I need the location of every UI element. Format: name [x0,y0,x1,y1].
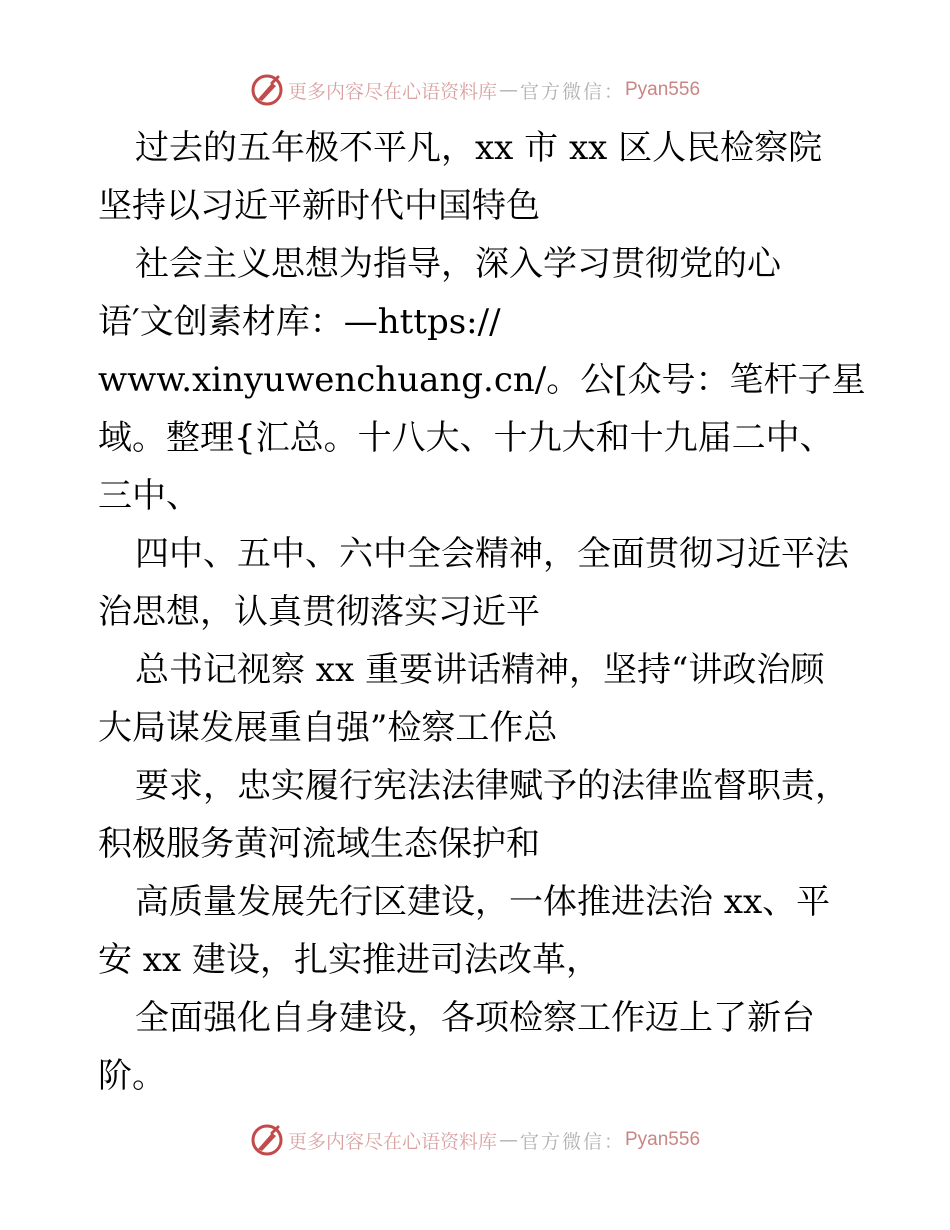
text-line: 全面强化自身建设，各项检察工作迈上了新台 [135,998,815,1038]
text-line: 积极服务黄河流域生态保护和 [98,824,540,864]
text-line: 安 xx 建设，扎实推进司法改革， [98,940,600,980]
banner-wechat-id: Pyan556 [625,1129,701,1150]
banner-official-label: 官方微信： [519,1130,625,1153]
text-line: 总书记视察 xx 重要讲话精神，坚持“讲政治顾 [135,650,825,690]
text-line: 坚持以习近平新时代中国特色 [98,186,540,226]
banner-dash: — [498,79,518,101]
banner-slogan: 更多内容尽在心语资料库 [287,80,497,103]
text-line: 阶。 [98,1056,166,1096]
banner-official-label: 官方微信： [519,80,625,103]
text-line: 要求，忠实履行宪法法律赋予的法律监督职责， [135,766,849,806]
header-watermark-banner [0,70,950,110]
text-line: 域。整理{汇总。十八大、十九大和十九届二中、 [98,418,834,458]
text-line: 治思想，认真贯彻落实习近平 [98,592,540,632]
banner-slogan: 更多内容尽在心语资料库 [287,1130,497,1153]
text-line: 高质量发展先行区建设，一体推进法治 xx、平 [135,882,831,922]
quill-circle-logo-icon [250,73,284,107]
text-line: 社会主义思想为指导，深入学习贯彻党的心 [135,244,781,284]
text-line: 过去的五年极不平凡，xx 市 xx 区人民检察院 [135,128,823,168]
text-line: 三中、 [98,476,200,516]
text-line: 大局谋发展重自强”检察工作总 [98,708,558,748]
text-line: 四中、五中、六中全会精神，全面贯彻习近平法 [135,534,849,574]
footer-watermark-banner [0,1120,950,1160]
quill-circle-logo-icon [250,1123,284,1157]
text-line: 语′文创素材库：—https:// [98,302,501,342]
banner-wechat-id: Pyan556 [625,79,701,100]
text-line: www.xinyuwenchuang.cn/。公[众号：笔杆子星 [98,360,866,400]
banner-dash: — [498,1129,518,1151]
